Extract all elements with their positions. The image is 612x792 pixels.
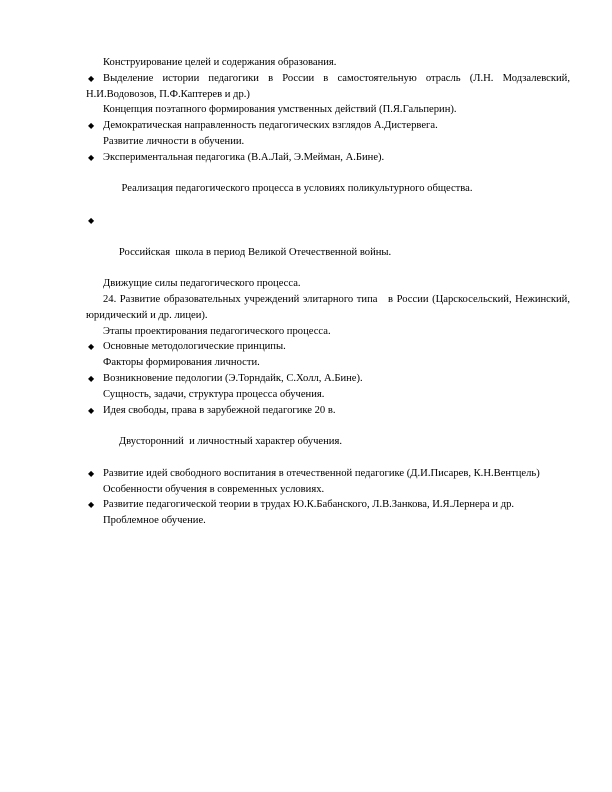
list-item	[86, 403, 570, 419]
item-text: Проблемное обучение.	[103, 515, 206, 527]
item-text: Основные методологические принципы.	[103, 341, 286, 353]
item-text: Конструирование целей и содержания образования.	[103, 57, 337, 68]
item-text: Развитие личности в обучении.	[103, 135, 245, 147]
item-text: Реализация педагогического процесса в условиях поликультурного общества.	[118, 183, 473, 195]
list-item	[86, 55, 570, 71]
list-item	[86, 292, 573, 324]
list-item	[86, 166, 570, 213]
list-item	[86, 418, 570, 465]
diamond-bullet-icon: ◆	[88, 215, 95, 225]
item-text: Экспериментальная педагогика (В.А.Лай, Э.Мейман, А.Бине).	[103, 151, 385, 163]
item-text: Концепция поэтапного формирования умственных действий (П.Я.Гальперин).	[103, 104, 457, 116]
diamond-bullet-icon: ◆	[88, 152, 95, 162]
document-body	[86, 55, 573, 529]
item-text: Демократическая направленность педагогических взглядов А.Дистервега.	[103, 120, 438, 132]
list-item	[86, 118, 570, 134]
diamond-bullet-icon: ◆	[88, 405, 95, 415]
item-text: Двусторонний и личностный характер обучения.	[118, 436, 342, 448]
item-text: Этапы проектирования педагогического процесса.	[103, 325, 331, 337]
list-item	[86, 213, 570, 276]
list-item	[86, 387, 570, 403]
diamond-bullet-icon: ◆	[88, 500, 95, 510]
item-text: Выделение истории педагогики в России в самостоятельную отрасль (Л.Н. Модзалевский, Н.И.Водовозов, П.Ф.Каптерев и др.)	[86, 72, 570, 100]
item-text: Возникновение педологии (Э.Торндайк, С.Холл, А.Бине).	[103, 372, 363, 384]
item-text: Сущность, задачи, структура процесса обучения.	[103, 388, 325, 400]
item-text: Факторы формирования личности.	[103, 357, 260, 369]
list-item	[86, 134, 570, 150]
diamond-bullet-icon: ◆	[88, 73, 95, 83]
diamond-bullet-icon: ◆	[88, 373, 95, 383]
diamond-bullet-icon: ◆	[88, 468, 95, 478]
list-item	[86, 339, 570, 355]
list-item	[86, 371, 570, 387]
list-item	[86, 324, 570, 340]
item-text: Развитие идей свободного воспитания в отечественной педагогике (Д.И.Писарев, К.Н.Вентцель)	[103, 467, 540, 479]
list-item	[86, 102, 570, 118]
diamond-bullet-icon: ◆	[88, 121, 95, 131]
list-item	[86, 466, 570, 482]
diamond-bullet-icon: ◆	[88, 342, 95, 352]
list-item	[86, 276, 570, 292]
list-item	[86, 482, 570, 498]
item-text: Особенности обучения в современных условиях.	[103, 483, 325, 495]
item-text: Развитие педагогической теории в трудах Ю.К.Бабанского, Л.В.Занкова, И.Я.Лернера и др.	[103, 499, 515, 511]
list-item	[86, 513, 570, 529]
list-item	[86, 355, 570, 371]
list-item	[86, 71, 570, 103]
item-text: 24. Развитие образовательных учреждений элитарного типа в России (Царскосельский, Нежинский, юридический и др. лицеи).	[86, 293, 573, 321]
item-text: Движущие силы педагогического процесса.	[103, 278, 301, 290]
list-item	[86, 497, 570, 513]
item-text: Российская школа в период Великой Отечественной войны.	[118, 246, 392, 258]
item-text: Идея свободы, права в зарубежной педагогике 20 в.	[103, 404, 336, 416]
list-item	[86, 150, 570, 166]
